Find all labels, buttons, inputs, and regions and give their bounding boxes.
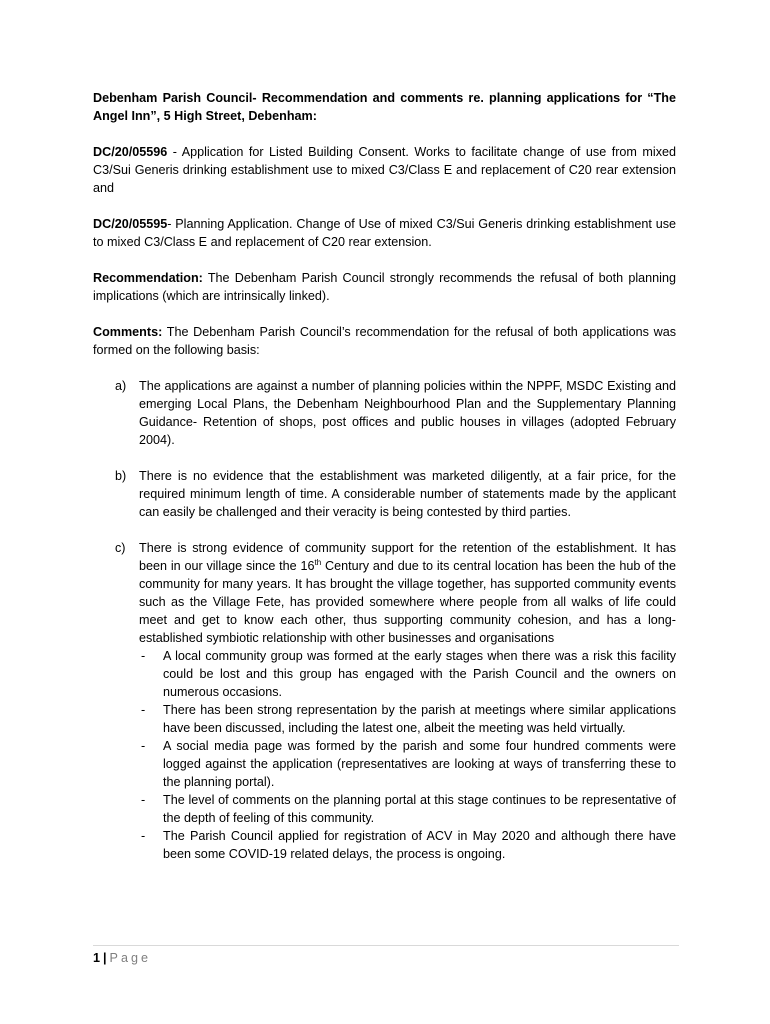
sub-point-text: A local community group was formed at the early stages when there was a risk this facility could be lost and this group has engaged with the Parish Council and the owners on numerous occasions.	[163, 649, 676, 699]
application-ref: DC/20/05596	[93, 145, 168, 159]
dash-marker: -	[141, 649, 146, 663]
comments-label: Comments:	[93, 325, 163, 339]
document-body	[93, 89, 676, 881]
sub-point	[139, 647, 676, 701]
page-footer	[93, 950, 151, 966]
dash-marker: -	[141, 739, 146, 753]
application-ref: DC/20/05595	[93, 217, 168, 231]
list-marker: a)	[115, 379, 127, 393]
ordinal-suffix: th	[314, 557, 322, 567]
comment-point-b	[93, 467, 676, 521]
comment-point-text: The applications are against a number of planning policies within the NPPF, MSDC Existing and emerging Local Plans, the Debenham Neighbourhood Plan and the Supplementary Planning Guidance- Retention of shops, post offices and public houses in villages (adopted February 2004).	[139, 379, 676, 447]
document-title: Debenham Parish Council- Recommendation and comments re. planning applications for “The Angel Inn”, 5 High Street, Debenham:	[93, 91, 676, 123]
sub-point-text: A social media page was formed by the parish and some four hundred comments were logged against the application (representatives are looking at ways of transferring these to the planning portal).	[163, 739, 676, 789]
comment-point-text-start: There is strong evidence of community support for the retention of the establishment. It has been in our village since the 16	[139, 541, 676, 573]
dash-marker: -	[141, 703, 146, 717]
application-listed-building	[93, 143, 676, 197]
comment-point-text-end: Century and due to its central location has been the hub of the community for many years. It has brought the village together, has supported community events such as the Village Fete, has provided somewhere where people from all walks of life could meet and get to know each other, thus supporting community cohesion, and has a long-established symbiotic relationship with other businesses and organisations	[139, 559, 677, 645]
list-marker: c)	[115, 541, 126, 555]
recommendation-label: Recommendation:	[93, 271, 203, 285]
list-marker: b)	[115, 469, 127, 483]
comment-points-list	[93, 377, 676, 863]
page-label: Page	[109, 951, 151, 965]
sub-point	[139, 701, 676, 737]
sub-point	[139, 737, 676, 791]
sub-point-text: There has been strong representation by the parish at meetings where similar applications have been discussed, including the latest one, albeit the meeting was held virtually.	[163, 703, 676, 735]
comments-text: The Debenham Parish Council’s recommendation for the refusal of both applications was formed on the following basis:	[93, 325, 676, 357]
comment-point-text: There is no evidence that the establishment was marketed diligently, at a fair price, for the required minimum length of time. A considerable number of statements made by the applicant can easily be challenged and their veracity is being contested by third parties.	[139, 469, 676, 519]
sub-points-list	[139, 647, 676, 863]
comment-point-text	[139, 541, 676, 645]
recommendation-paragraph	[93, 269, 676, 305]
application-description: - Planning Application. Change of Use of mixed C3/Sui Generis drinking establishment use to mixed C3/Class E and replacement of C20 rear extension.	[93, 217, 676, 249]
comments-paragraph	[93, 323, 676, 359]
dash-marker: -	[141, 829, 146, 843]
sub-point-text: The level of comments on the planning portal at this stage continues to be representative of the depth of feeling of this community.	[163, 793, 676, 825]
sub-point	[139, 827, 676, 863]
footer-separator: |	[103, 951, 107, 965]
footer-divider	[93, 945, 679, 946]
application-description: - Application for Listed Building Consent. Works to facilitate change of use from mixed C3/Sui Generis drinking establishment use to mixed C3/Class E and replacement of C20 rear extension and	[93, 145, 676, 195]
comment-point-c	[93, 539, 676, 863]
recommendation-text: The Debenham Parish Council strongly recommends the refusal of both planning implications (which are intrinsically linked).	[93, 271, 676, 303]
application-planning	[93, 215, 676, 251]
comment-point-a	[93, 377, 676, 449]
page-number: 1	[93, 951, 101, 965]
dash-marker: -	[141, 793, 146, 807]
sub-point	[139, 791, 676, 827]
sub-point-text: The Parish Council applied for registration of ACV in May 2020 and although there have been some COVID-19 related delays, the process is ongoing.	[163, 829, 676, 861]
